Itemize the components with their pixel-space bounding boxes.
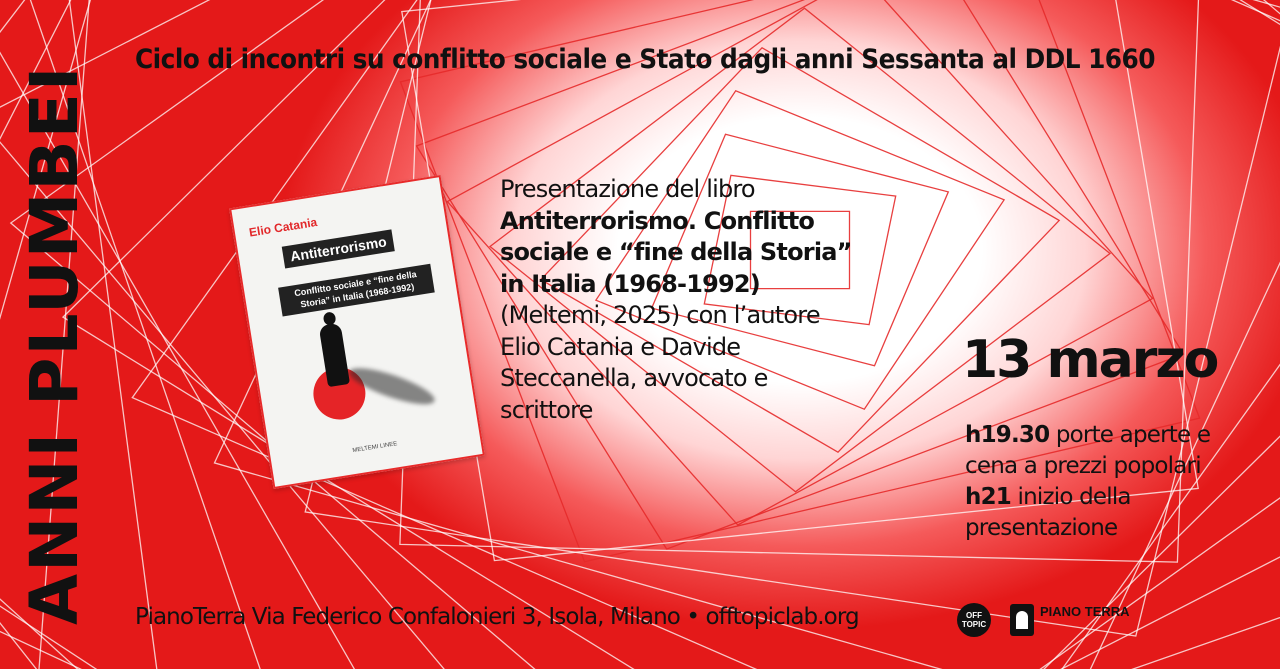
venue-footer: PianoTerra Via Federico Confalonieri 3, Isola, Milano • offtopiclab.org: [135, 604, 859, 630]
event-date: 13 marzo: [962, 330, 1218, 390]
schedule-text: inizio della presentazione: [965, 484, 1131, 541]
schedule-time: h19.30: [965, 422, 1050, 448]
book-cover-subtitle: Conflitto sociale e “fine della Storia” in Italia (1968-1992): [278, 264, 435, 317]
description-book-title: Antiterrorismo. Conflitto sociale e “fine della Storia” in Italia (1968-1992): [500, 206, 852, 298]
series-title: ANNI PLUMBEI: [16, 64, 93, 625]
book-cover-publisher: MELTEMI LINEE: [352, 441, 398, 455]
event-series-header: Ciclo di incontri su conflitto sociale e Stato dagli anni Sessanta al DDL 1660: [135, 44, 1156, 75]
pianoterra-logo-text: [1040, 604, 1130, 619]
event-schedule: [965, 420, 1265, 544]
book-cover: [229, 175, 485, 489]
book-cover-author: Elio Catania: [248, 214, 319, 240]
offtopic-logo: OFF TOPIC: [957, 603, 991, 637]
description-details: (Meltemi, 2025) con l’autore Elio Catania e Davide Steccanella, avvocato e scrittore: [500, 301, 820, 424]
pianoterra-logo-label: PIANO TERRA: [1040, 604, 1130, 619]
event-description: [500, 174, 880, 426]
pianoterra-logo-icon: [1010, 604, 1034, 636]
book-cover-title: Antiterrorismo: [282, 229, 395, 268]
schedule-item: [965, 420, 1265, 482]
description-intro: Presentazione del libro: [500, 175, 755, 203]
schedule-time: h21: [965, 484, 1011, 510]
schedule-text: porte aperte e cena a prezzi popolari: [965, 422, 1211, 479]
schedule-item: [965, 482, 1265, 544]
